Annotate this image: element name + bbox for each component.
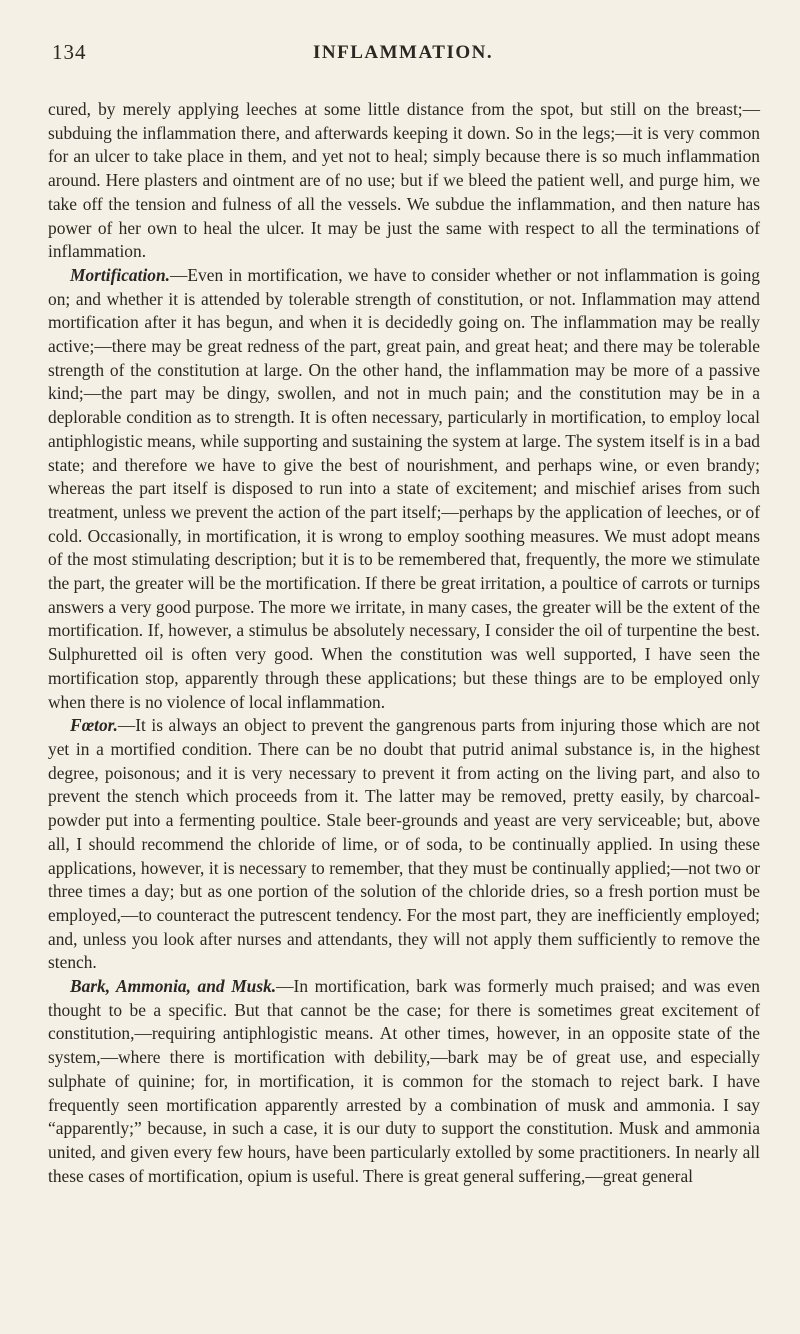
section-title-mortification: Mortification. [70,264,171,285]
paragraph-bark-ammonia-musk [48,975,760,1188]
section-title-foetor: Fœtor. [70,715,118,736]
running-title: INFLAMMATION. [313,42,494,63]
page-number: 134 [52,40,87,64]
body-text [48,98,760,1188]
paragraph-text: —Even in mortification, we have to consider whether or not inflammation is going on; and whether it is attended by tolerable strength of constitution, or not. Inflammation may attend mortification after it has begun, and when it is decidedly going on. The inflammation may be really active;—there may be great redness of the part, great pain, and great heat; and there may be tolerable strength of the constitution at large. On the other hand, the inflammation may be more of a passive kind;—the part may be dingy, swollen, and not in much pain; and the constitution may be in a deplorable condition as to strength. It is often necessary, particularly in mortification, to employ local antiphlogistic means, while supporting and sustaining the system at large. The system itself is in a bad state; and therefore we have to give the best of nourishment, and perhaps wine, or even brandy; whereas the part itself is disposed to run into a state of excitement; and mischief arises from such treatment, unless we prevent the action of the part itself;—perhaps by the application of leeches, or of cold. Occasionally, in mortification, it is wrong to employ soothing measures. We must adopt means of the most stimulating description; but it is to be remembered that, frequently, the more we stimulate the part, the greater will be the mortification. If there be great irritation, a poultice of carrots or turnips answers a very good purpose. The more we irritate, in many cases, the greater will be the extent of the mortification. If, however, a stimulus be absolutely necessary, I consider the oil of turpentine the best. Sulphuretted oil is often very good. When the constitution was well supported, I have seen the mortification stop, apparently through these applications; but these things are to be employed only when there is no violence of local inflammation. [48,264,760,712]
paragraph-text: —In mortification, bark was formerly much praised; and was even thought to be a specific. But that cannot be the case; for there is sometimes great excitement of constitution,—requiring antiphlogistic means. At other times, however, in an opposite state of the system,—where there is mortification with debility,—bark may be of great use, and especially sulphate of quinine; for, in mortification, it is common for the stomach to reject bark. I have frequently seen mortification apparently arrested by a combination of musk and ammonia. I say “apparently;” because, in such a case, it is our duty to support the constitution. Musk and ammonia united, and given every few hours, have been particularly extolled by some practitioners. In nearly all these cases of mortification, opium is useful. There is great general suffering,—great general [48,976,760,1186]
paragraph-text: —It is always an object to prevent the gangrenous parts from injuring those which are not yet in a mortified condition. There can be no doubt that putrid animal substance is, in the highest degree, poisonous; and it is very necessary to prevent it from acting on the living part, and also to prevent the stench which proceeds from it. The latter may be removed, pretty easily, by charcoal-powder put into a fermenting poultice. Stale beer-grounds and yeast are very serviceable; but, above all, I should recommend the chloride of lime, or of soda, to be continually applied. In using these applications, however, it is necessary to remember, that they must be continually applied;—not two or three times a day; but as one portion of the solution of the chloride dries, so a fresh portion must be employed,—to counteract the putrescent tendency. For the most part, they are inefficiently employed; and, unless you look after nurses and attendants, they will not apply them sufficiently to remove the stench. [48,715,760,973]
paragraph-continued [48,98,760,264]
paragraph-foetor [48,714,760,975]
paragraph-text: cured, by merely applying leeches at some little distance from the spot, but still on the breast;—subduing the inflammation there, and afterwards keeping it down. So in the legs;—it is very common for an ulcer to take place in them, and yet not to heal; simply because there is so much inflammation around. Here plasters and ointment are of no use; but if we bleed the patient well, and purge him, we take off the tension and fulness of all the vessels. We subdue the inflammation, and then nature has power of her own to heal the ulcer. It may be just the same with respect to all the terminations of inflammation. [48,99,760,262]
running-head [48,30,760,80]
paragraph-mortification [48,264,760,714]
section-title-bark-ammonia-musk: Bark, Ammonia, and Musk. [70,976,277,997]
